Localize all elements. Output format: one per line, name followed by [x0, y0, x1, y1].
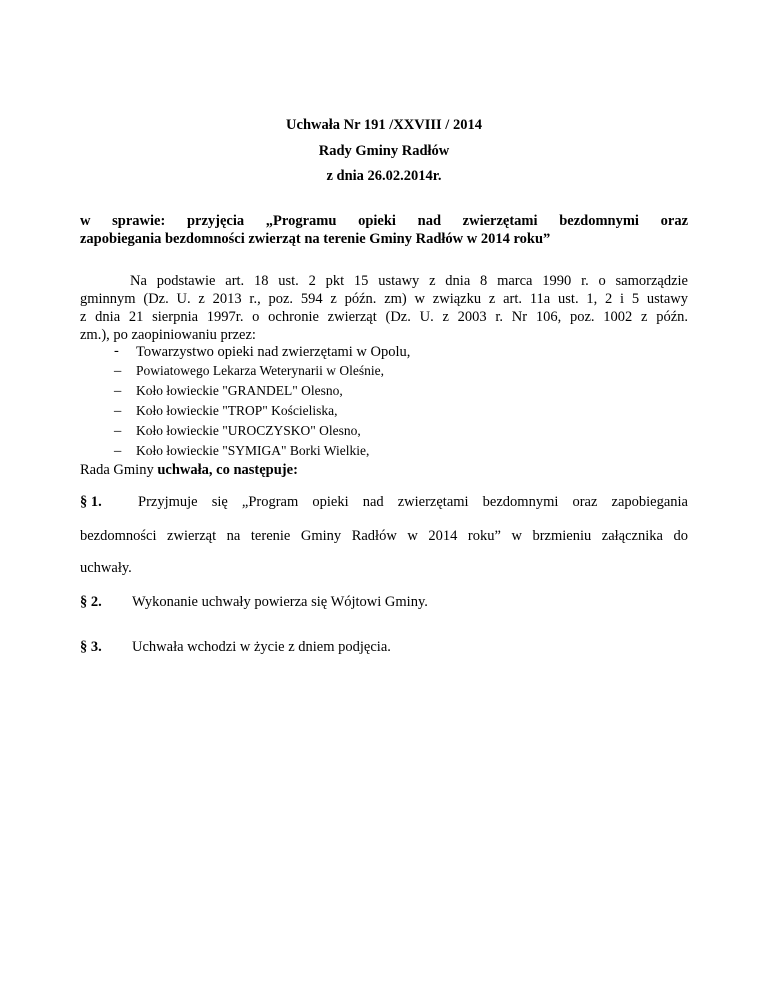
section-1 [80, 494, 688, 511]
consulted-item: Towarzystwo opieki nad zwierzętami w Opolu, [136, 344, 411, 360]
subject-line-1: w sprawie: przyjęcia „Programu opieki nad zwierzętami bezdomnymi oraz [80, 213, 688, 229]
consulted-bullet: – [114, 383, 122, 399]
legal-basis-line-2: gminnym (Dz. U. z 2013 r., poz. 594 z późn. zm) w związku z art. 11a ust. 1, 2 i 5 ustawy [80, 291, 688, 307]
section-label: § 2. [80, 594, 102, 610]
section-2 [80, 594, 688, 611]
consulted-item: Koło łowieckie "UROCZYSKO" Olesno, [136, 423, 361, 438]
consulted-item: Koło łowieckie "SYMIGA" Borki Wielkie, [136, 443, 370, 458]
resolution-date: z dnia 26.02.2014r. [326, 168, 442, 184]
consulted-bullet: – [114, 443, 122, 459]
legal-basis-line-1: Na podstawie art. 18 ust. 2 pkt 15 ustawy z dnia 8 marca 1990 r. o samorządzie [130, 273, 688, 289]
consulted-bullet: - [114, 343, 119, 359]
consulted-item: Powiatowego Lekarza Weterynarii w Oleśnie, [136, 363, 384, 378]
consulted-bullet: – [114, 423, 122, 439]
consulted-item: Koło łowieckie "TROP" Kościeliska, [136, 403, 338, 418]
resolution-number: Uchwała Nr 191 /XXVIII / 2014 [286, 117, 482, 133]
council-name: Rady Gminy Radłów [318, 143, 450, 159]
subject-line-2: zapobiegania bezdomności zwierząt na terenie Gminy Radłów w 2014 roku” [80, 231, 551, 247]
legal-basis-line-4: zm.), po zaopiniowaniu przez: [80, 327, 256, 343]
consulted-bullet: – [114, 363, 122, 379]
section-label: § 1. [80, 494, 102, 510]
section-text-line-2: bezdomności zwierząt na terenie Gminy Radłów w 2014 roku” w brzmieniu załącznika do [80, 528, 688, 544]
resolves-bold: uchwała, co następuje: [157, 462, 298, 478]
resolves-line [80, 462, 298, 479]
resolves-prefix: Rada Gminy [80, 462, 158, 478]
section-label: § 3. [80, 639, 102, 655]
legal-basis-line-3: z dnia 21 sierpnia 1997r. o ochronie zwierząt (Dz. U. z 2003 r. Nr 106, poz. 1002 z późn. [80, 309, 688, 325]
section-text-line-3: uchwały. [80, 560, 132, 576]
section-3 [80, 639, 688, 656]
consulted-item: Koło łowieckie "GRANDEL" Olesno, [136, 383, 343, 398]
section-text: Wykonanie uchwały powierza się Wójtowi Gminy. [132, 594, 428, 610]
section-text: Uchwała wchodzi w życie z dniem podjęcia. [132, 639, 391, 655]
section-text-line-1: Przyjmuje się „Program opieki nad zwierzętami bezdomnymi oraz zapobiegania [138, 494, 688, 510]
consulted-bullet: – [114, 403, 122, 419]
